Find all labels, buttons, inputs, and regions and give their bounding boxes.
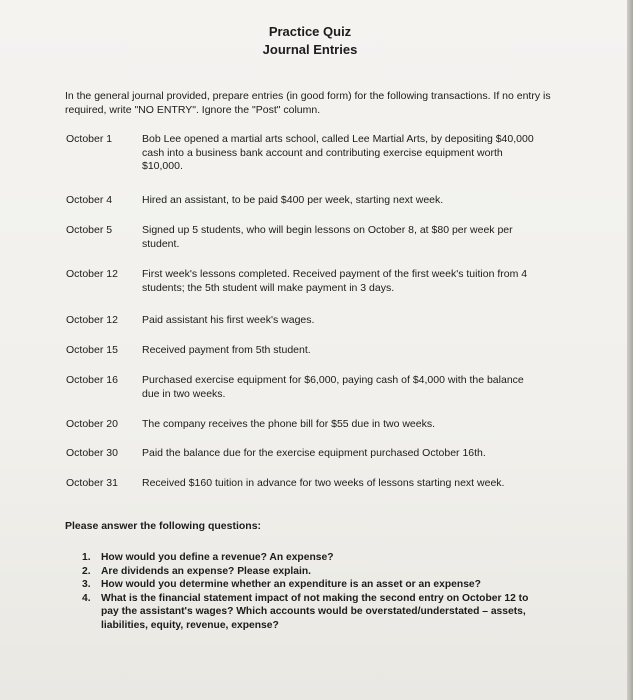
transaction-description: The company receives the phone bill for $55 due in two weeks. — [142, 418, 436, 430]
document-title: Practice Quiz — [268, 24, 352, 39]
transaction-date: October 20 — [66, 418, 118, 430]
page-edge-shadow — [627, 0, 633, 700]
transaction-description: Signed up 5 students, who will begin lessons on October 8, at $80 per week per student. — [142, 224, 513, 250]
transaction-date: October 16 — [66, 374, 118, 386]
transaction-date: October 1 — [66, 133, 113, 145]
question-item — [82, 551, 542, 565]
transaction-description: Received payment from 5th student. — [142, 344, 311, 356]
question-number: 3. — [82, 579, 91, 590]
question-text: Are dividends an expense? Please explain. — [101, 565, 312, 577]
question-number: 2. — [82, 565, 91, 577]
transaction-description: Hired an assistant, to be paid $400 per week, starting next week. — [142, 194, 444, 206]
transaction-date: October 15 — [66, 344, 118, 356]
transaction-description: Paid assistant his first week's wages. — [142, 314, 315, 326]
document-subtitle: Journal Entries — [262, 42, 358, 57]
question-text: What is the financial statement impact of not making the second entry on October 12 to pay the assistant's wages? Which accounts would be overstated/understated – assets, liabilities, equity, revenue, expense? — [101, 592, 529, 631]
question-item — [82, 578, 542, 592]
transaction-description: Bob Lee opened a martial arts school, called Lee Martial Arts, by depositing $40,000 cash into a business bank account and contributing exercise equipment worth $10,000. — [142, 133, 534, 172]
question-item — [82, 592, 542, 633]
instructions-paragraph: In the general journal provided, prepare entries (in good form) for the following transactions. If no entry is required, write "NO ENTRY". Ignore the "Post" column. — [65, 90, 551, 116]
question-number: 4. — [82, 592, 91, 604]
transaction-date: October 31 — [66, 477, 118, 489]
transaction-description: Received $160 tuition in advance for two weeks of lessons starting next week. — [142, 477, 505, 489]
transaction-date: October 4 — [66, 194, 113, 206]
question-item — [82, 565, 542, 579]
transaction-date: October 30 — [66, 447, 118, 459]
question-text: How would you determine whether an expenditure is an asset or an expense? — [101, 579, 481, 590]
questions-list — [82, 551, 542, 632]
questions-heading: Please answer the following questions: — [65, 520, 262, 532]
transaction-description: Paid the balance due for the exercise equipment purchased October 16th. — [142, 447, 486, 459]
transaction-description: First week's lessons completed. Received payment of the first week's tuition from 4 students; the 5th student will make payment in 3 days. — [142, 268, 528, 294]
transaction-date: October 5 — [66, 224, 113, 236]
question-number: 1. — [82, 552, 91, 563]
transaction-date: October 12 — [66, 268, 118, 280]
transaction-description: Purchased exercise equipment for $6,000, paying cash of $4,000 with the balance due in two weeks. — [142, 374, 524, 400]
transaction-date: October 12 — [66, 314, 118, 326]
question-text: How would you define a revenue? An expense? — [101, 552, 334, 563]
